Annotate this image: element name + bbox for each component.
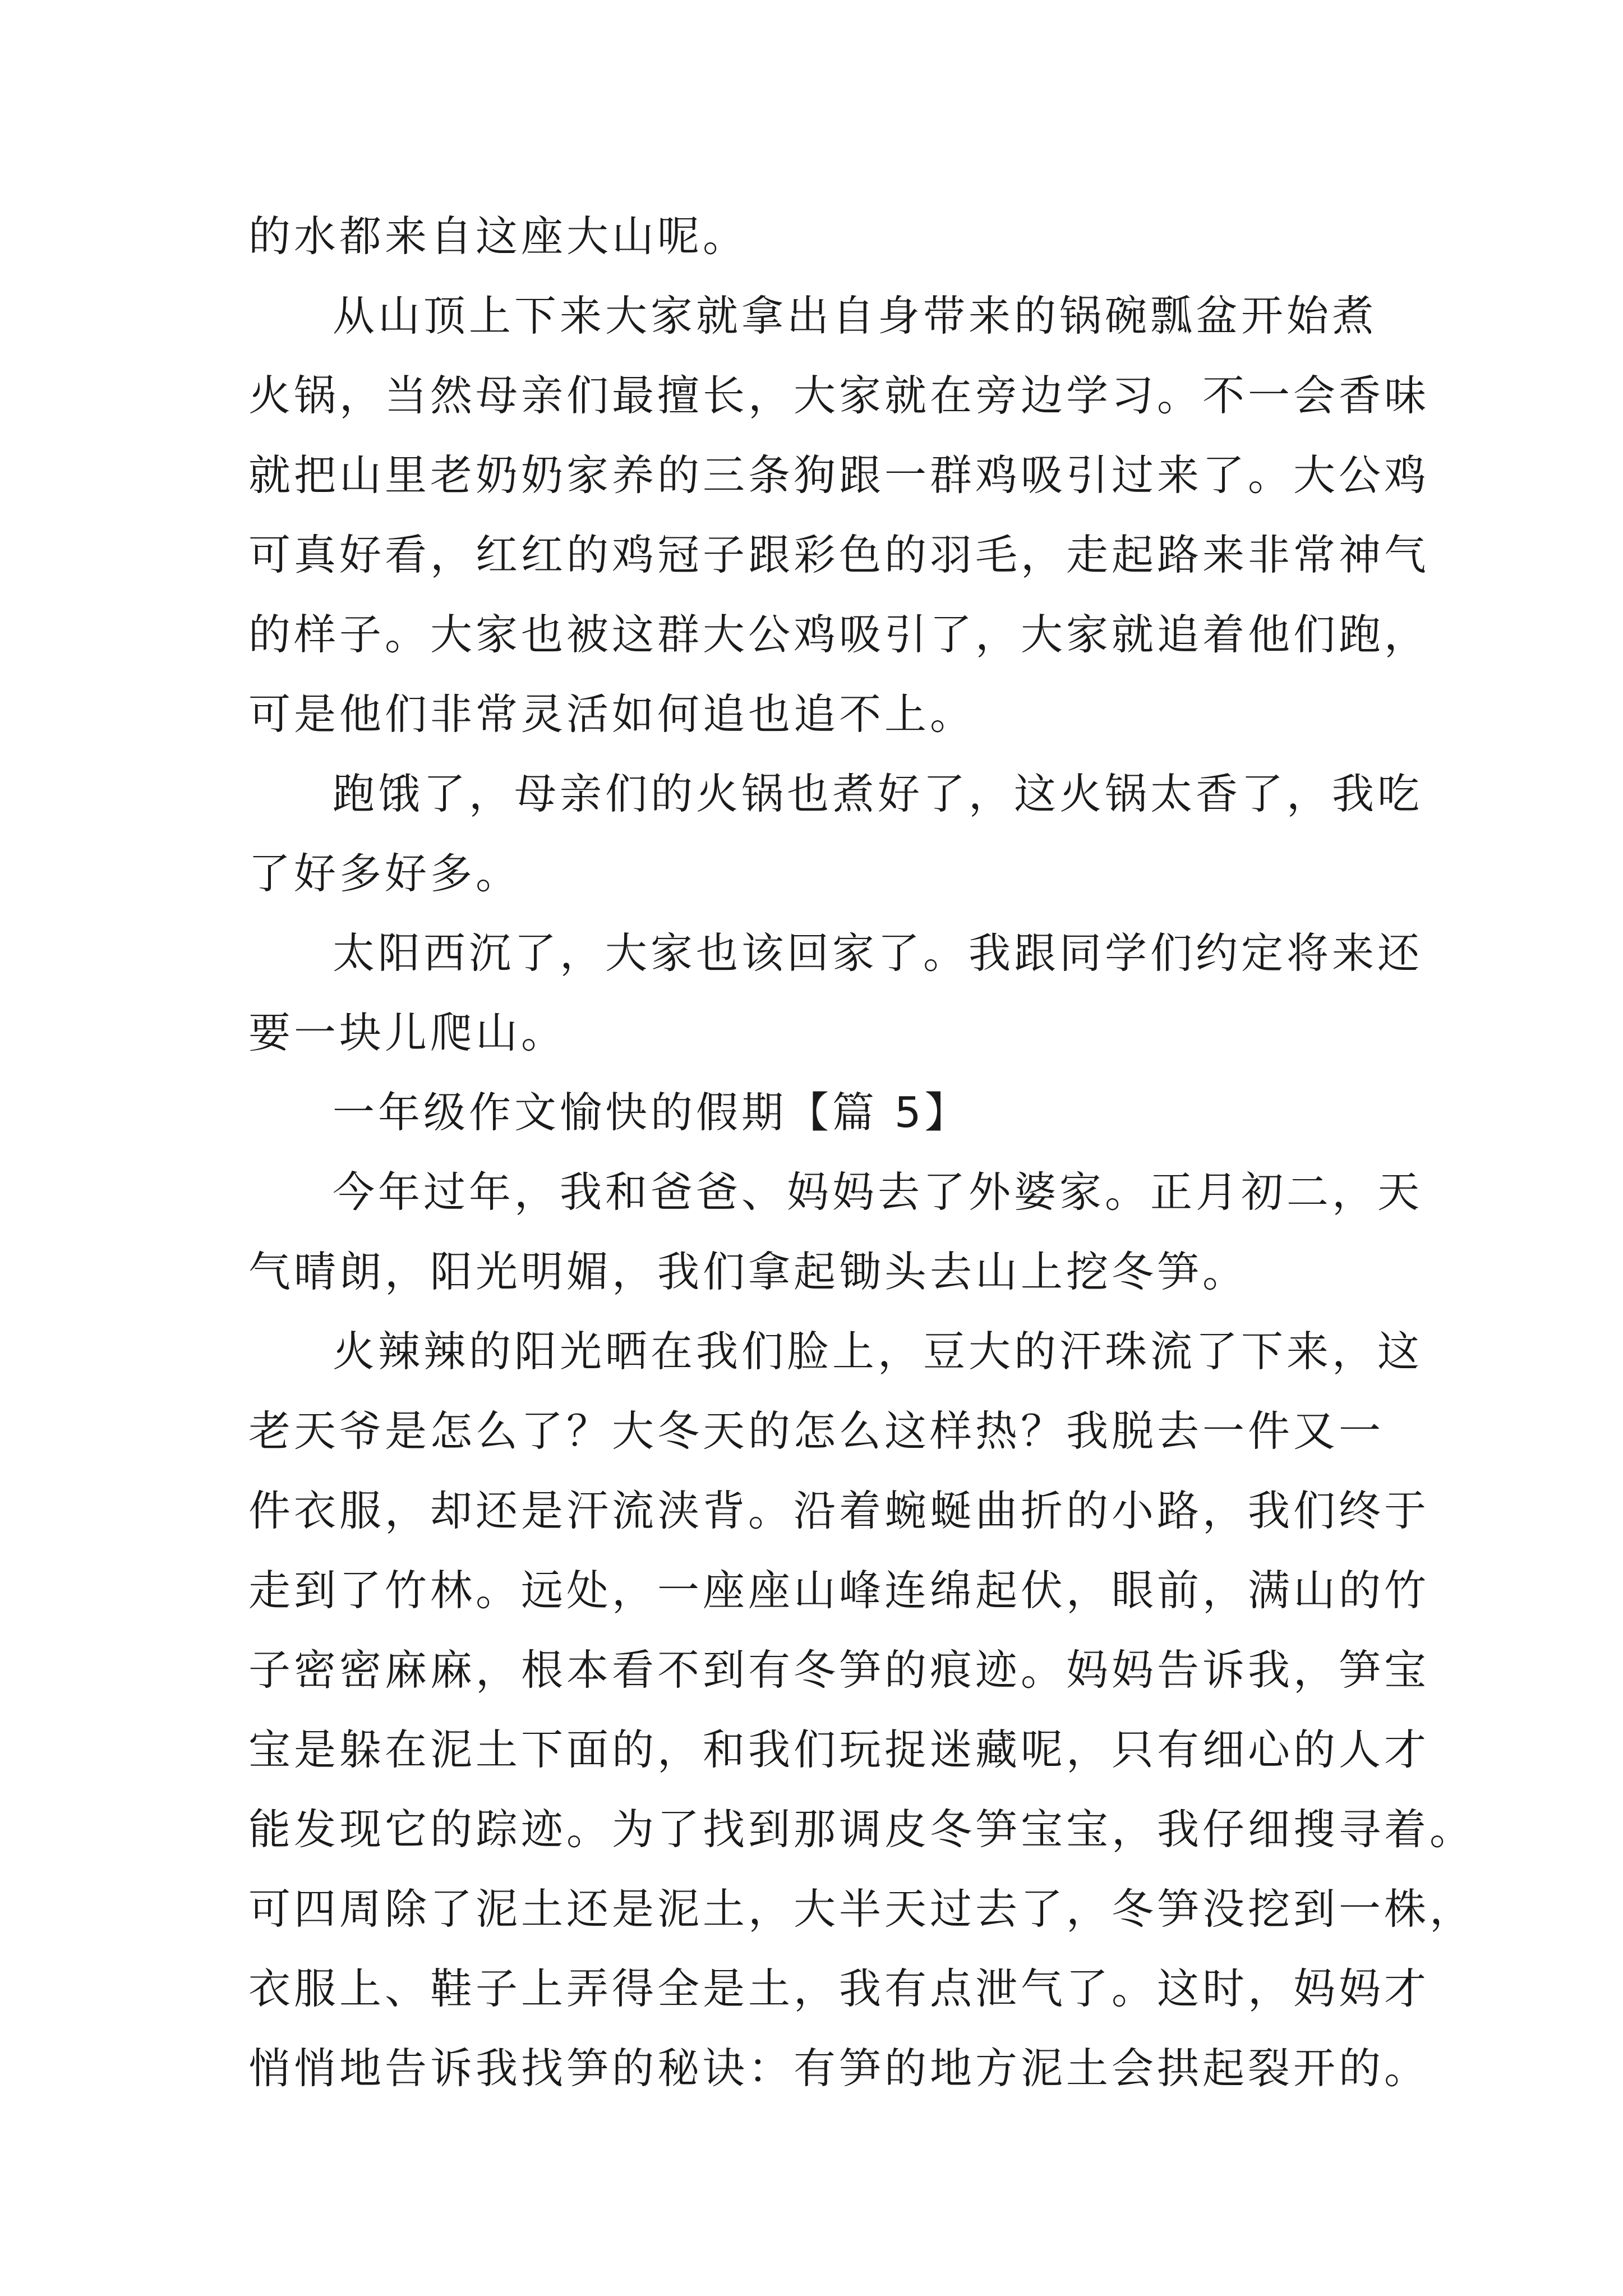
text-line: 走到了竹林。远处，一座座山峰连绵起伏，眼前，满山的竹 <box>248 1566 1430 1615</box>
text-line: 气晴朗，阳光明媚，我们拿起锄头去山上挖冬笋。 <box>248 1247 1248 1296</box>
section-heading: 一年级作文愉快的假期【篇 5】 <box>333 1088 970 1137</box>
text-line: 从山顶上下来大家就拿出自身带来的锅碗瓢盆开始煮 <box>333 291 1378 341</box>
text-line: 火锅，当然母亲们最擅长，大家就在旁边学习。不一会香味 <box>248 371 1430 420</box>
text-line: 跑饿了，母亲们的火锅也煮好了，这火锅太香了，我吃 <box>333 769 1423 818</box>
text-line: 能发现它的踪迹。为了找到那调皮冬笋宝宝，我仔细搜寻着。 <box>248 1805 1476 1854</box>
text-line: 件衣服，却还是汗流浃背。沿着蜿蜒曲折的小路，我们终于 <box>248 1486 1430 1535</box>
text-line: 了好多好多。 <box>248 849 522 898</box>
text-line: 子密密麻麻，根本看不到有冬笋的痕迹。妈妈告诉我，笋宝 <box>248 1645 1430 1695</box>
text-line: 可真好看，红红的鸡冠子跟彩色的羽毛，走起路来非常神气 <box>248 530 1430 579</box>
text-line: 老天爷是怎么了？大冬天的怎么这样热？我脱去一件又一 <box>248 1406 1385 1456</box>
text-line: 可四周除了泥土还是泥土，大半天过去了，冬笋没挖到一株， <box>248 1884 1476 1934</box>
text-line: 悄悄地告诉我找笋的秘诀：有笋的地方泥土会拱起裂开的。 <box>248 2044 1430 2093</box>
document-body <box>248 196 1476 2108</box>
text-line: 宝是躲在泥土下面的，和我们玩捉迷藏呢，只有细心的人才 <box>248 1725 1430 1774</box>
text-line: 火辣辣的阳光晒在我们脸上，豆大的汗珠流了下来，这 <box>333 1327 1423 1376</box>
text-line: 太阳西沉了，大家也该回家了。我跟同学们约定将来还 <box>333 928 1423 978</box>
text-line: 今年过年，我和爸爸、妈妈去了外婆家。正月初二，天 <box>333 1167 1423 1217</box>
text-line: 衣服上、鞋子上弄得全是土，我有点泄气了。这时，妈妈才 <box>248 1964 1430 2013</box>
text-line: 的水都来自这座大山呢。 <box>248 211 749 261</box>
text-line: 要一块儿爬山。 <box>248 1008 567 1057</box>
text-line: 就把山里老奶奶家养的三条狗跟一群鸡吸引过来了。大公鸡 <box>248 450 1430 500</box>
text-line: 的样子。大家也被这群大公鸡吸引了，大家就追着他们跑， <box>248 610 1430 659</box>
text-line: 可是他们非常灵活如何追也追不上。 <box>248 689 976 739</box>
